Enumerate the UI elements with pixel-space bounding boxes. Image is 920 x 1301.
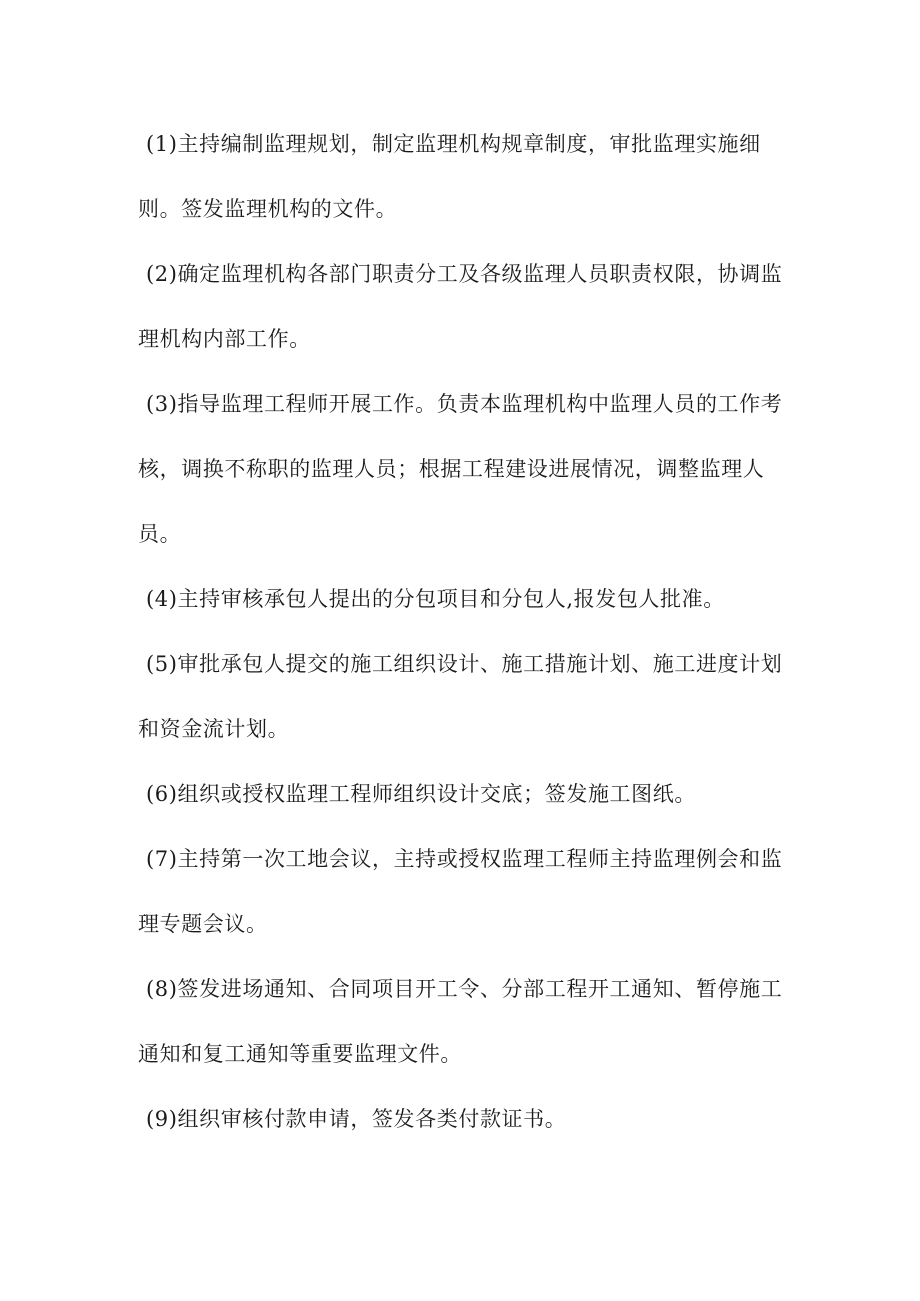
item-text: 组织审核付款申请，签发各类付款证书。 bbox=[177, 1107, 567, 1131]
list-item-7 bbox=[138, 827, 788, 957]
item-number: (6) bbox=[146, 782, 178, 806]
list-item-9 bbox=[138, 1087, 788, 1152]
item-text: 组织或授权监理工程师组织设计交底；签发施工图纸。 bbox=[177, 782, 696, 806]
item-text: 审批承包人提交的施工组织设计、施工措施计划、施工进度计划和资金流计划。 bbox=[138, 652, 783, 741]
item-number: (8) bbox=[146, 977, 178, 1001]
item-number: (5) bbox=[146, 652, 178, 676]
list-item-8 bbox=[138, 957, 788, 1087]
list-item-2 bbox=[138, 242, 788, 372]
list-item-3 bbox=[138, 372, 788, 567]
item-number: (1) bbox=[146, 132, 178, 156]
document-body bbox=[138, 112, 788, 1152]
item-text: 指导监理工程师开展工作。负责本监理机构中监理人员的工作考核，调换不称职的监理人员；根据工程建设进展情况，调整监理人员。 bbox=[138, 392, 783, 546]
item-number: (2) bbox=[146, 262, 178, 286]
item-number: (3) bbox=[146, 392, 178, 416]
list-item-1 bbox=[138, 112, 788, 242]
item-text: 主持审核承包人提出的分包项目和分包人,报发包人批准。 bbox=[177, 587, 725, 611]
item-text: 确定监理机构各部门职责分工及各级监理人员职责权限，协调监理机构内部工作。 bbox=[138, 262, 783, 351]
item-number: (7) bbox=[146, 847, 178, 871]
item-number: (4) bbox=[146, 587, 178, 611]
list-item-5 bbox=[138, 632, 788, 762]
item-text: 主持编制监理规划，制定监理机构规章制度，审批监理实施细则。签发监理机构的文件。 bbox=[138, 132, 761, 221]
item-text: 签发进场通知、合同项目开工令、分部工程开工通知、暂停施工通知和复工通知等重要监理文件。 bbox=[138, 977, 783, 1066]
list-item-6 bbox=[138, 762, 788, 827]
item-number: (9) bbox=[146, 1107, 178, 1131]
list-item-4 bbox=[138, 567, 788, 632]
item-text: 主持第一次工地会议，主持或授权监理工程师主持监理例会和监理专题会议。 bbox=[138, 847, 783, 936]
